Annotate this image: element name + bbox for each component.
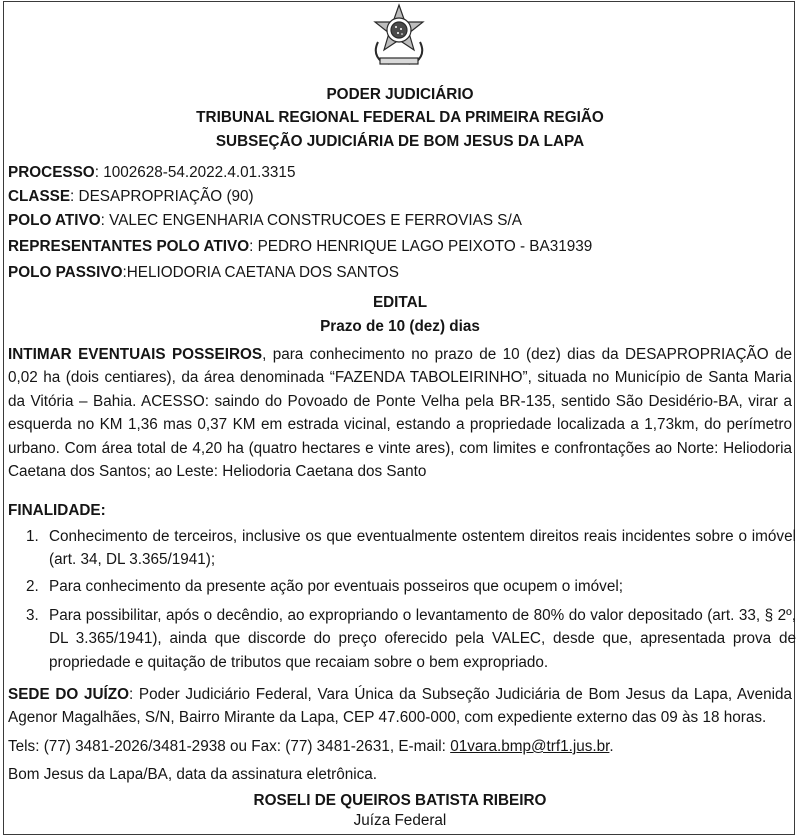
edital-title: EDITAL bbox=[372, 294, 428, 311]
finalidade-label: FINALIDADE: bbox=[8, 502, 106, 519]
header-line-1: PODER JUDICIÁRIO bbox=[326, 86, 474, 103]
edital-intro-text: , para conhecimento no prazo de 10 (dez) dias da DESAPROPRIAÇÃO de 0,02 ha (dois centiares), da área denominada “FAZENDA TABOLEIRINHO”, situada no Município de Santa Maria da Vitória – Bahia. ACESSO: saindo do Povoado de Ponte Velha pela BR-135, sentido São Desidério-BA, virar a esquerda no KM 1,36 mas 0,37 KM em estrada vicinal, estando a propriedade localizada a 1,73km, do perímetro urbano. Com área total de 4,20 ha (quatro hectares e vinte ares), com limites e confrontações ao Norte: Heliodoria Caetana dos Santos; ao Leste: Heliodoria Caetana dos Santo bbox=[8, 346, 792, 481]
email-link[interactable]: 01vara.bmp@trf1.jus.br bbox=[450, 738, 610, 755]
processo-label: PROCESSO bbox=[8, 164, 95, 181]
finalidade-item-text: Para conhecimento da presente ação por eventuais posseiros que ocupem o imóvel; bbox=[49, 578, 623, 595]
finalidade-item-number: 2. bbox=[26, 578, 39, 595]
finalidade-item-3 bbox=[26, 604, 796, 674]
header-line-3: SUBSEÇÃO JUDICIÁRIA DE BOM JESUS DA LAPA bbox=[215, 133, 585, 150]
sede-paragraph bbox=[8, 683, 792, 730]
sede-text: : Poder Judiciário Federal, Vara Única da Subseção Judiciária de Bom Jesus da Lapa, Avenida Agenor Magalhães, S/N, Bairro Mirante da Lapa, CEP 47.600-000, com expediente externo das 09 às 18 horas. bbox=[8, 686, 792, 727]
polo-passivo-label: POLO PASSIVO bbox=[8, 264, 123, 281]
processo-field bbox=[8, 162, 295, 184]
contacts-line bbox=[8, 736, 614, 758]
edital-body bbox=[8, 343, 792, 483]
processo-value: : 1002628-54.2022.4.01.3315 bbox=[94, 164, 296, 181]
finalidade-item-1 bbox=[26, 525, 796, 572]
classe-label: CLASSE bbox=[8, 188, 71, 205]
polo-passivo-field bbox=[8, 262, 399, 284]
signer-name: ROSELI DE QUEIROS BATISTA RIBEIRO bbox=[253, 792, 547, 809]
edital-intro-bold: INTIMAR EVENTUAIS POSSEIROS bbox=[8, 346, 263, 363]
representantes-field bbox=[8, 236, 592, 258]
signer-role: Juíza Federal bbox=[353, 812, 447, 829]
finalidade-item-text: Para possibilitar, após o decêndio, ao expropriando o levantamento de 80% do valor depositado (art. 33, § 2º, DL 3.365/1941), ainda que discorde do preço oferecido pela VALEC, desde que, apresentada prova de propriedade e quitação de tributos que recaiam sobre o bem expropriado. bbox=[49, 607, 796, 671]
classe-value: : DESAPROPRIAÇÃO (90) bbox=[70, 188, 254, 205]
finalidade-item-2 bbox=[26, 575, 796, 598]
date-line: Bom Jesus da Lapa/BA, data da assinatura eletrônica. bbox=[8, 766, 378, 783]
polo-ativo-field bbox=[8, 210, 522, 232]
polo-ativo-label: POLO ATIVO bbox=[8, 212, 101, 229]
finalidade-item-text: Conhecimento de terceiros, inclusive os que eventualmente ostentem direitos reais incidentes sobre o imóvel (art. 34, DL 3.365/1941); bbox=[49, 528, 796, 569]
sede-label: SEDE DO JUÍZO bbox=[8, 686, 129, 703]
header-line-2: TRIBUNAL REGIONAL FEDERAL DA PRIMEIRA REGIÃO bbox=[196, 109, 604, 126]
finalidade-item-number: 1. bbox=[26, 528, 39, 545]
contacts-text: Tels: (77) 3481-2026/3481-2938 ou Fax: (77) 3481-2631, E-mail: bbox=[8, 738, 451, 755]
polo-ativo-value: : VALEC ENGENHARIA CONSTRUCOES E FERROVIAS S/A bbox=[100, 212, 522, 229]
polo-passivo-value: :HELIODORIA CAETANA DOS SANTOS bbox=[122, 264, 400, 281]
edital-prazo: Prazo de 10 (dez) dias bbox=[320, 318, 480, 335]
finalidade-item-number: 3. bbox=[26, 607, 39, 624]
representantes-label: REPRESENTANTES POLO ATIVO bbox=[8, 238, 250, 255]
representantes-value: : PEDRO HENRIQUE LAGO PEIXOTO - BA31939 bbox=[249, 238, 593, 255]
email-suffix: . bbox=[609, 738, 614, 755]
coat-of-arms-icon bbox=[368, 2, 430, 68]
classe-field bbox=[8, 186, 254, 208]
